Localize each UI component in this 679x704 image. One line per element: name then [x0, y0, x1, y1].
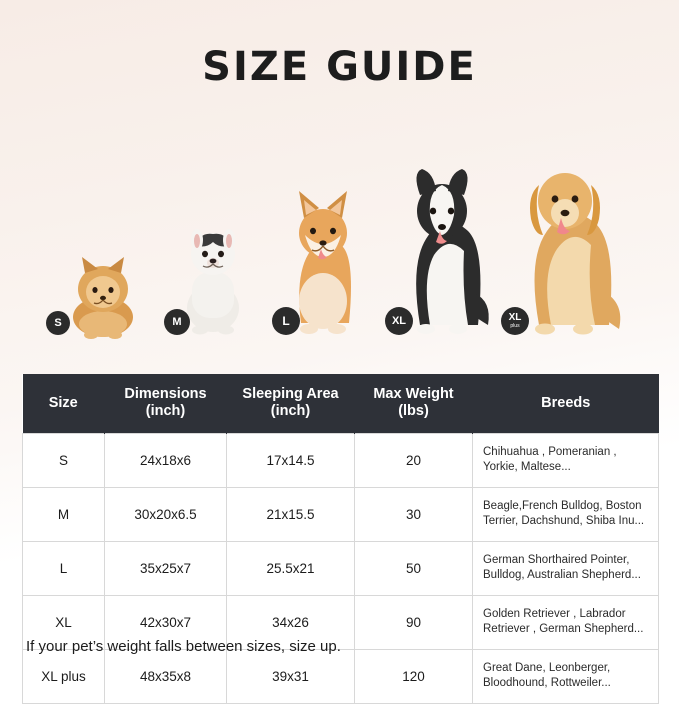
badge-size-m [164, 309, 190, 335]
cell-size: XL [23, 595, 105, 649]
dog-french-bulldog [172, 210, 252, 335]
badge-size-s [46, 311, 70, 335]
cell-sleeping-area: 17x14.5 [227, 433, 355, 487]
header-sleeping-area [227, 374, 355, 433]
cell-max-weight: 20 [355, 433, 473, 487]
cell-breeds: Beagle,French Bulldog, Boston Terrier, Dachshund, Shiba Inu... [473, 487, 659, 541]
cell-dimensions: 24x18x6 [105, 433, 227, 487]
cell-sleeping-area: 34x26 [227, 595, 355, 649]
badge-label: M [172, 315, 182, 328]
cell-max-weight: 30 [355, 487, 473, 541]
header-dimensions-line1: Dimensions [124, 386, 207, 402]
cell-dimensions: 35x25x7 [105, 541, 227, 595]
header-weight-line1: Max Weight [373, 386, 454, 402]
header-dimensions-line2: (inch) [145, 403, 186, 420]
pomeranian-illustration [58, 245, 148, 340]
table-row [23, 487, 659, 541]
golden-retriever-illustration [505, 145, 627, 335]
dog-pomeranian [54, 245, 148, 335]
badge-size-xl-plus [501, 307, 529, 335]
dog-shiba-inu [277, 173, 367, 335]
header-sleeping-line2: (inch) [270, 403, 311, 420]
dog-illustration-row [0, 130, 679, 335]
dog-golden-retriever [505, 145, 625, 335]
cell-max-weight: 120 [355, 649, 473, 703]
cell-sleeping-area: 21x15.5 [227, 487, 355, 541]
cell-sleeping-area: 39x31 [227, 649, 355, 703]
table-row [23, 541, 659, 595]
header-dimensions [105, 374, 227, 433]
cell-max-weight: 50 [355, 541, 473, 595]
dog-border-collie [390, 153, 495, 335]
header-breeds-line1: Breeds [541, 394, 591, 411]
cell-size: XL plus [23, 649, 105, 703]
badge-label: XL [391, 314, 407, 327]
header-weight-line2: (lbs) [398, 403, 429, 420]
cell-breeds: Chihuahua , Pomeranian , Yorkie, Maltese... [473, 433, 659, 487]
table-header [23, 374, 659, 433]
badge-label: L [282, 314, 290, 328]
header-sleeping-line1: Sleeping Area [242, 386, 339, 402]
header-size-line1: Size [48, 394, 78, 411]
cell-sleeping-area: 25.5x21 [227, 541, 355, 595]
header-breeds [473, 374, 659, 433]
page-title: SIZE GUIDE [202, 44, 477, 90]
badge-label: XL [508, 312, 522, 323]
table-body [23, 433, 659, 703]
cell-max-weight: 90 [355, 595, 473, 649]
footnote-text: If your pet’s weight falls between sizes, size up. [26, 638, 341, 655]
badge-size-xl [385, 307, 413, 335]
cell-size: M [23, 487, 105, 541]
badge-label: S [54, 316, 62, 329]
header-max-weight [355, 374, 473, 433]
cell-size: S [23, 433, 105, 487]
cell-breeds: Great Dane, Leonberger, Bloodhound, Rottweiler... [473, 649, 659, 703]
cell-size: L [23, 541, 105, 595]
badge-sublabel: plus [510, 323, 520, 329]
cell-dimensions: 48x35x8 [105, 649, 227, 703]
table-header-row [23, 374, 659, 433]
table-row [23, 433, 659, 487]
badge-size-l [272, 307, 300, 335]
cell-dimensions: 42x30x7 [105, 595, 227, 649]
cell-breeds: German Shorthaired Pointer, Bulldog, Australian Shepherd... [473, 541, 659, 595]
header-size [23, 374, 105, 433]
cell-breeds: Golden Retriever , Labrador Retriever , German Shepherd... [473, 595, 659, 649]
cell-dimensions: 30x20x6.5 [105, 487, 227, 541]
table-row [23, 649, 659, 703]
border-collie-illustration [390, 153, 496, 335]
